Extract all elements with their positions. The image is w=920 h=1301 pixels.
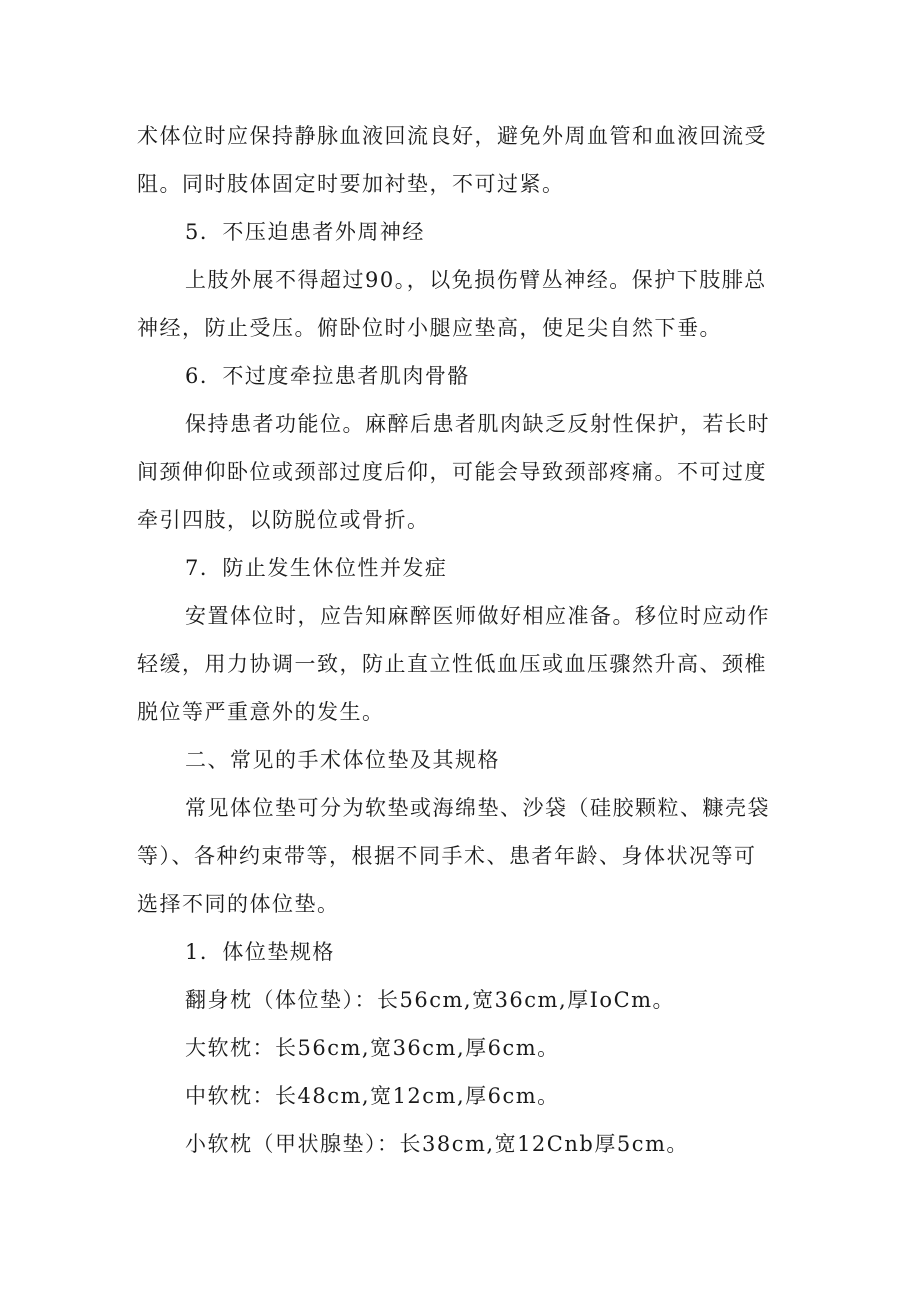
text-line-8: 间颈伸仰卧位或颈部过度后仰，可能会导致颈部疼痛。不可过度 (137, 460, 767, 484)
text-line-13: 脱位等严重意外的发生。 (137, 700, 385, 724)
document-body (137, 112, 792, 1168)
text-line-9: 牵引四肢，以防脱位或骨折。 (137, 508, 430, 532)
text-line-2: 阻。同时肢体固定时要加衬垫，不可过紧。 (137, 172, 565, 196)
text-line-4: 上肢外展不得超过90。，以免损伤臂丛神经。保护下肢腓总 (185, 268, 767, 292)
spec-line-turning-pillow: 翻身枕（体位垫）：长56cm,宽36cm,厚IoCm。 (185, 988, 676, 1012)
section-heading-7: 7．防止发生休位性并发症 (185, 556, 448, 580)
spec-line-small-pillow: 小软枕（甲状腺垫）：长38cm,宽12Cnb厚5cm。 (185, 1132, 689, 1156)
text-line-1: 术体位时应保持静脉血液回流良好，避免外周血管和血液回流受 (137, 124, 767, 148)
text-line-12: 轻缓，用力协调一致，防止直立性低血压或血压骤然升高、颈椎 (137, 652, 767, 676)
text-line-15: 常见体位垫可分为软垫或海绵垫、沙袋（硅胶颗粒、糠壳袋 (185, 796, 770, 820)
text-line-5: 神经，防止受压。俯卧位时小腿应垫高，使足尖自然下垂。 (137, 316, 722, 340)
section-heading-6: 6．不过度牵拉患者肌肉骨骼 (185, 364, 470, 388)
text-line-16: 等）、各种约束带等，根据不同手术、患者年龄、身体状况等可 (137, 844, 757, 868)
chapter-heading-2: 二、常见的手术体位垫及其规格 (185, 748, 500, 772)
text-line-17: 选择不同的体位垫。 (137, 892, 340, 916)
section-heading-5: 5．不压迫患者外周神经 (185, 220, 425, 244)
spec-line-medium-pillow: 中软枕：长48cm,宽12cm,厚6cm。 (185, 1084, 560, 1108)
text-line-11: 安置体位时，应告知麻醉医师做好相应准备。移位时应动作 (185, 604, 770, 628)
section-heading-1: 1．体位垫规格 (185, 940, 335, 964)
spec-line-large-pillow: 大软枕：长56cm,宽36cm,厚6cm。 (185, 1036, 560, 1060)
text-line-7: 保持患者功能位。麻醉后患者肌肉缺乏反射性保护，若长时 (185, 412, 770, 436)
